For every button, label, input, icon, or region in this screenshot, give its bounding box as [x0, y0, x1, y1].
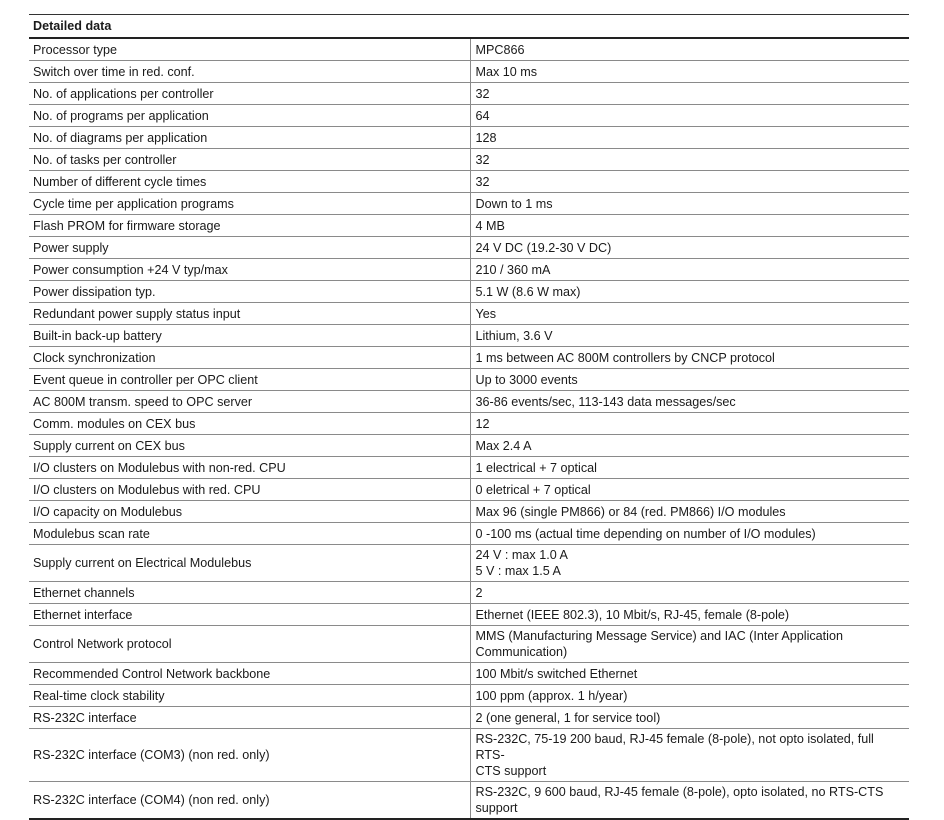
table-row — [29, 149, 909, 171]
row-value-line: 32 — [475, 152, 490, 167]
row-label: Power consumption +24 V typ/max — [29, 259, 470, 281]
row-value — [470, 149, 909, 171]
row-value — [470, 626, 909, 663]
row-label: Supply current on CEX bus — [29, 435, 470, 457]
row-value — [470, 729, 909, 782]
table-row — [29, 237, 909, 259]
row-value-line: 0 eletrical + 7 optical — [475, 482, 591, 497]
row-value-line: 2 (one general, 1 for service tool) — [475, 710, 661, 725]
row-value-line: 36-86 events/sec, 113-143 data messages/sec — [475, 394, 736, 409]
row-value-line: 64 — [475, 108, 490, 123]
row-label: Power dissipation typ. — [29, 281, 470, 303]
row-label: I/O clusters on Modulebus with red. CPU — [29, 479, 470, 501]
row-value-line: RS-232C, 9 600 baud, RJ-45 female (8-pole), opto isolated, no RTS-CTS — [475, 785, 884, 799]
row-value — [470, 413, 909, 435]
row-label: I/O clusters on Modulebus with non-red. CPU — [29, 457, 470, 479]
row-label: No. of tasks per controller — [29, 149, 470, 171]
row-label: I/O capacity on Modulebus — [29, 501, 470, 523]
row-value — [470, 545, 909, 582]
table-row — [29, 127, 909, 149]
row-value-line: Max 2.4 A — [475, 438, 532, 453]
row-label: Event queue in controller per OPC client — [29, 369, 470, 391]
row-label: Supply current on Electrical Modulebus — [29, 545, 470, 582]
row-value-line: 5 V : max 1.5 A — [475, 564, 561, 578]
row-value-line: 12 — [475, 416, 490, 431]
table-row — [29, 479, 909, 501]
table-row — [29, 61, 909, 83]
row-value-line: Yes — [475, 306, 497, 321]
row-value — [470, 215, 909, 237]
table-row — [29, 729, 909, 782]
row-value-line: 5.1 W (8.6 W max) — [475, 284, 581, 299]
row-value-line: Max 10 ms — [475, 64, 538, 79]
row-label: Ethernet interface — [29, 604, 470, 626]
table-row — [29, 685, 909, 707]
row-value-line: MMS (Manufacturing Message Service) and IAC (Inter Application — [475, 629, 843, 643]
table-header-row — [29, 15, 909, 39]
row-value-line: Up to 3000 events — [475, 372, 578, 387]
row-value-line: 24 V : max 1.0 A — [475, 548, 568, 562]
row-value — [470, 303, 909, 325]
row-value — [470, 457, 909, 479]
row-value — [470, 127, 909, 149]
row-value — [470, 782, 909, 820]
row-label: Recommended Control Network backbone — [29, 663, 470, 685]
row-value — [470, 281, 909, 303]
row-value — [470, 523, 909, 545]
row-value-line: RS-232C, 75-19 200 baud, RJ-45 female (8-pole), not opto isolated, full RTS- — [475, 732, 874, 762]
row-value-line: 32 — [475, 174, 490, 189]
row-value — [470, 171, 909, 193]
table-row — [29, 347, 909, 369]
row-label: Processor type — [29, 38, 470, 61]
row-label: Power supply — [29, 237, 470, 259]
row-value — [470, 391, 909, 413]
table-row — [29, 782, 909, 820]
row-value-line: 100 ppm (approx. 1 h/year) — [475, 688, 628, 703]
row-label: Real-time clock stability — [29, 685, 470, 707]
row-value — [470, 237, 909, 259]
row-value-line: 1 ms between AC 800M controllers by CNCP protocol — [475, 350, 775, 365]
table-row — [29, 38, 909, 61]
detailed-data-table-container — [29, 14, 909, 820]
row-value-line: 32 — [475, 86, 490, 101]
row-value — [470, 83, 909, 105]
row-value — [470, 61, 909, 83]
row-label: Comm. modules on CEX bus — [29, 413, 470, 435]
row-label: Cycle time per application programs — [29, 193, 470, 215]
row-value-line: support — [475, 801, 518, 815]
row-value-line: CTS support — [475, 764, 547, 778]
row-value — [470, 325, 909, 347]
table-row — [29, 457, 909, 479]
row-value — [470, 347, 909, 369]
row-label: No. of diagrams per application — [29, 127, 470, 149]
row-value — [470, 604, 909, 626]
table-row — [29, 325, 909, 347]
table-row — [29, 545, 909, 582]
table-row — [29, 171, 909, 193]
row-value-line: Lithium, 3.6 V — [475, 328, 553, 343]
row-value-line: 128 — [475, 130, 497, 145]
row-value-line: Ethernet (IEEE 802.3), 10 Mbit/s, RJ-45, female (8-pole) — [475, 607, 790, 622]
table-row — [29, 105, 909, 127]
row-label: No. of applications per controller — [29, 83, 470, 105]
row-value — [470, 38, 909, 61]
table-row — [29, 435, 909, 457]
table-row — [29, 413, 909, 435]
row-value — [470, 685, 909, 707]
table-row — [29, 501, 909, 523]
row-value — [470, 707, 909, 729]
row-value — [470, 582, 909, 604]
row-value — [470, 105, 909, 127]
row-value-line: 2 — [475, 585, 483, 600]
table-row — [29, 215, 909, 237]
row-label: AC 800M transm. speed to OPC server — [29, 391, 470, 413]
row-label: Flash PROM for firmware storage — [29, 215, 470, 237]
row-value — [470, 435, 909, 457]
table-title: Detailed data — [29, 15, 909, 39]
row-value-line: 24 V DC (19.2-30 V DC) — [475, 240, 612, 255]
row-label: RS-232C interface (COM4) (non red. only) — [29, 782, 470, 820]
row-value — [470, 259, 909, 281]
table-row — [29, 369, 909, 391]
table-row — [29, 193, 909, 215]
table-body — [29, 38, 909, 819]
table-row — [29, 259, 909, 281]
detailed-data-table — [29, 14, 909, 820]
row-value-line: 0 -100 ms (actual time depending on number of I/O modules) — [475, 526, 816, 541]
row-label: Built-in back-up battery — [29, 325, 470, 347]
row-label: Redundant power supply status input — [29, 303, 470, 325]
row-value — [470, 369, 909, 391]
table-row — [29, 663, 909, 685]
row-value-line: 1 electrical + 7 optical — [475, 460, 597, 475]
table-row — [29, 582, 909, 604]
row-value — [470, 663, 909, 685]
row-label: RS-232C interface — [29, 707, 470, 729]
row-label: Modulebus scan rate — [29, 523, 470, 545]
row-value — [470, 501, 909, 523]
row-value-line: Max 96 (single PM866) or 84 (red. PM866) I/O modules — [475, 504, 786, 519]
table-row — [29, 391, 909, 413]
row-value-line: Communication) — [475, 645, 568, 659]
table-row — [29, 281, 909, 303]
row-value-line: 100 Mbit/s switched Ethernet — [475, 666, 638, 681]
table-row — [29, 523, 909, 545]
row-value-line: Down to 1 ms — [475, 196, 553, 211]
row-value — [470, 193, 909, 215]
table-row — [29, 707, 909, 729]
row-label: Number of different cycle times — [29, 171, 470, 193]
row-value-line: 210 / 360 mA — [475, 262, 551, 277]
table-row — [29, 83, 909, 105]
row-label: Clock synchronization — [29, 347, 470, 369]
row-value-line: MPC866 — [475, 42, 525, 57]
row-label: No. of programs per application — [29, 105, 470, 127]
row-value — [470, 479, 909, 501]
row-value-line: 4 MB — [475, 218, 505, 233]
row-label: Switch over time in red. conf. — [29, 61, 470, 83]
table-row — [29, 626, 909, 663]
row-label: Control Network protocol — [29, 626, 470, 663]
row-label: RS-232C interface (COM3) (non red. only) — [29, 729, 470, 782]
table-row — [29, 604, 909, 626]
table-row — [29, 303, 909, 325]
row-label: Ethernet channels — [29, 582, 470, 604]
